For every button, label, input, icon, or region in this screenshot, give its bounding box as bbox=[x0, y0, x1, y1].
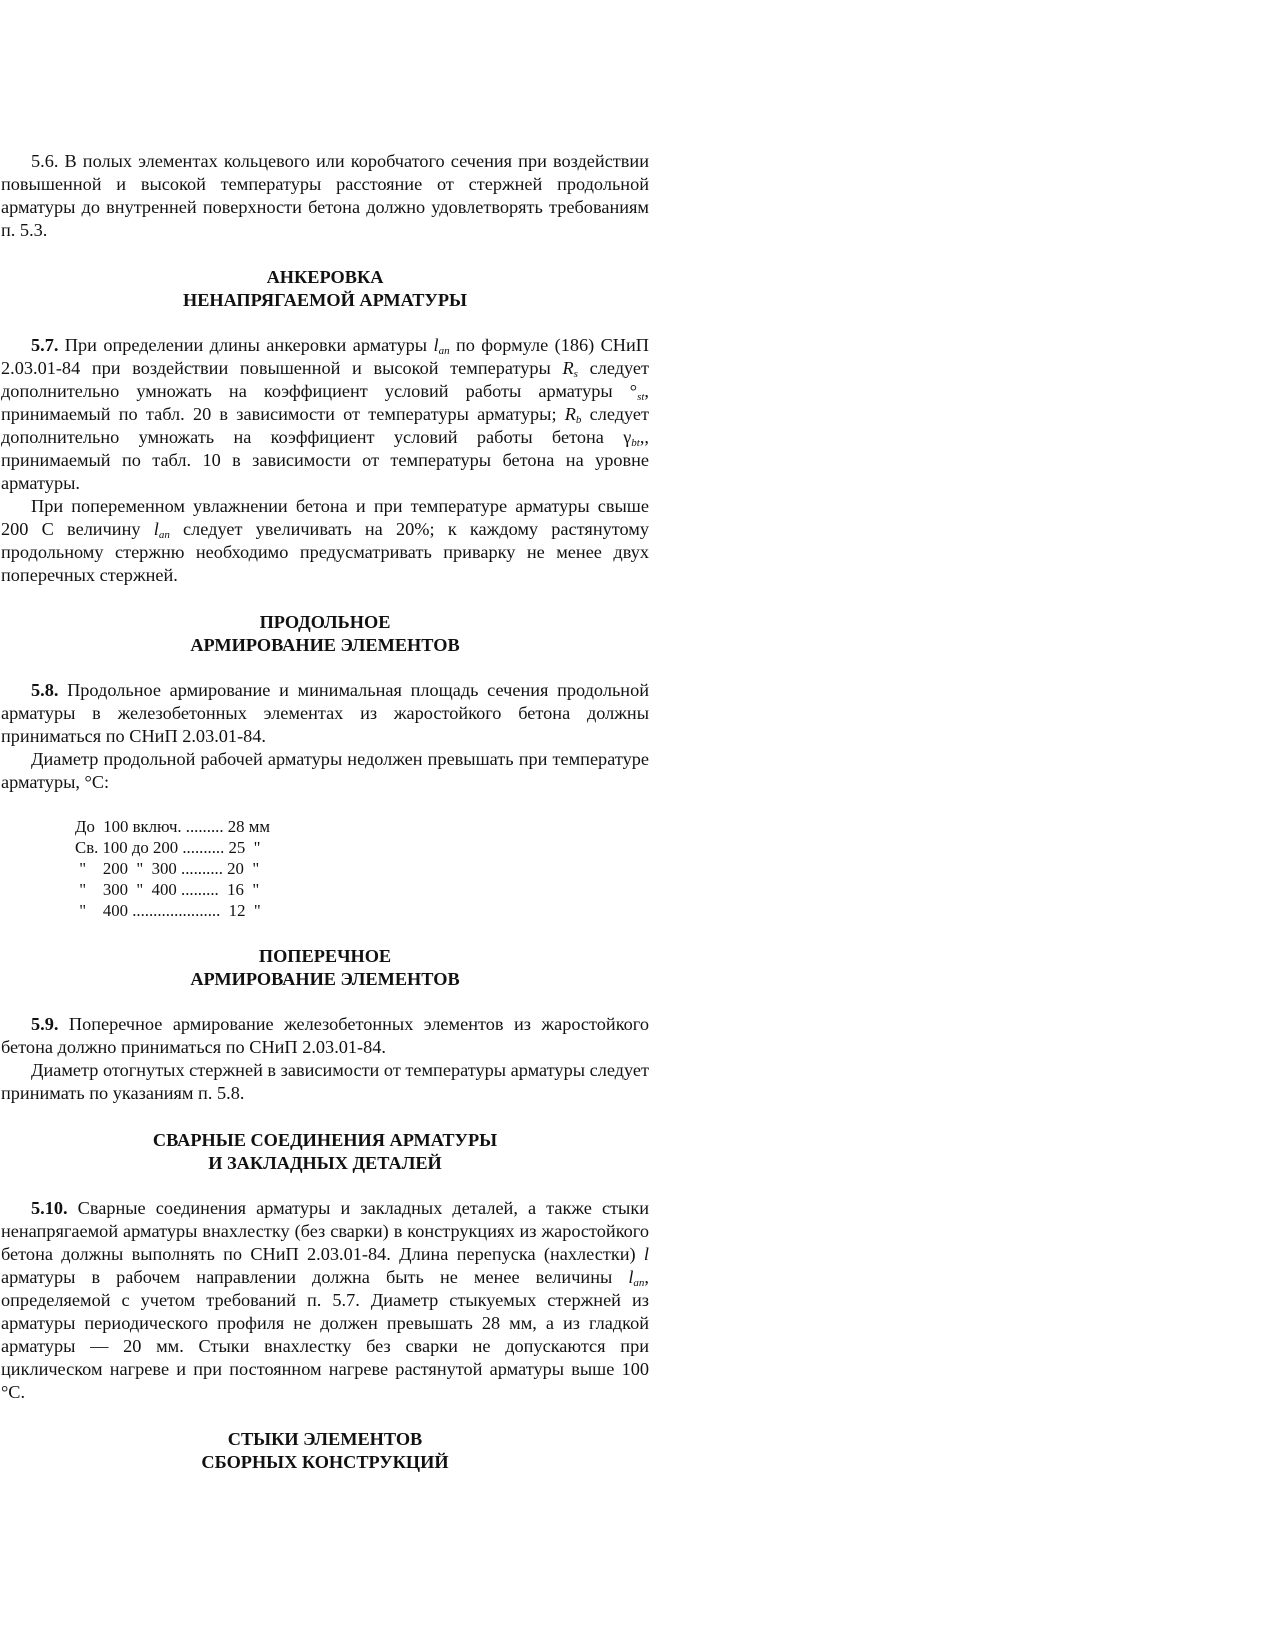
paragraph-5-8 bbox=[1, 679, 649, 748]
text-run: ,, принимаемый по табл. 10 в зависимости от температуры бетона на уровне арматуры. bbox=[1, 427, 649, 493]
paragraph-5-7 bbox=[1, 334, 649, 495]
text-run: следует дополнительно умножать на коэффициент условий работы бетона bbox=[1, 404, 649, 447]
symbol-l: l bbox=[643, 1244, 649, 1264]
heading-line: АНКЕРОВКА bbox=[266, 267, 384, 287]
text-run: по формуле (186) СНиП 2.03.01-84 при воздействии повышенной и высокой температуры bbox=[1, 335, 649, 378]
symbol-gamma-bt: γ bbox=[623, 427, 632, 447]
text-run: Сварные соединения арматуры и закладных деталей, а также стыки ненапрягаемой арматуры внахлестку (без сварки) в конструкциях из жаростойкого бетона должны выполнять по СНиП 2.03.01-84. Длина перепуска (нахлестки) bbox=[1, 1198, 649, 1264]
clause-number: 5.9. bbox=[31, 1014, 59, 1034]
heading-line: ПОПЕРЕЧНОЕ bbox=[258, 946, 392, 966]
heading-line: НЕНАПРЯГАЕМОЙ АРМАТУРЫ bbox=[183, 290, 467, 310]
paragraph-5-9 bbox=[1, 1013, 649, 1059]
table-row: Св. 100 до 200 .......... 25 " bbox=[75, 838, 261, 857]
paragraph-5-10 bbox=[1, 1197, 649, 1404]
paragraph-5-8-continued: Диаметр продольной рабочей арматуры недолжен превышать при температуре арматуры, °С: bbox=[1, 749, 649, 792]
clause-number: 5.8. bbox=[31, 680, 59, 700]
text-run: Продольное армирование и минимальная площадь сечения продольной арматуры в железобетонных элементах из жаростойкого бетона должны приниматься по СНиП 2.03.01-84. bbox=[1, 680, 649, 746]
heading-transverse bbox=[1, 945, 649, 991]
subscript: an bbox=[438, 345, 450, 357]
paragraph-5-9-continued: Диаметр отогнутых стержней в зависимости от температуры арматуры следует принимать по указаниям п. 5.8. bbox=[1, 1060, 649, 1103]
symbol-lan: l bbox=[433, 335, 439, 355]
subscript: s bbox=[573, 368, 578, 380]
symbol-rs: R bbox=[562, 358, 574, 378]
text-run: При определении длины анкеровки арматуры bbox=[58, 335, 434, 355]
table-row: " 300 " 400 ......... 16 " bbox=[75, 880, 260, 899]
text-run: , принимаемый по табл. 20 в зависимости от температуры арматуры; bbox=[1, 381, 649, 424]
document-column bbox=[1, 150, 649, 1496]
heading-welded-joints bbox=[1, 1129, 649, 1175]
text-run: следует дополнительно умножать на коэффициент условий работы арматуры bbox=[1, 358, 649, 401]
table-row: " 400 ..................... 12 " bbox=[75, 901, 261, 920]
symbol-rb: R bbox=[564, 404, 576, 424]
clause-number: 5.10. bbox=[31, 1198, 68, 1218]
symbol-lan: l bbox=[153, 519, 159, 539]
symbol-lan: l bbox=[628, 1267, 634, 1287]
heading-line: СТЫКИ ЭЛЕМЕНТОВ bbox=[227, 1429, 423, 1449]
clause-number: 5.7. bbox=[31, 335, 59, 355]
subscript: an bbox=[158, 529, 170, 541]
table-row: До 100 включ. ......... 28 мм bbox=[75, 817, 270, 836]
text-run: , определяемой с учетом требований п. 5.7. Диаметр стыкуемых стержней из арматуры периодического профиля не должен превышать 28 мм, а из гладкой арматуры — 20 мм. Стыки внахлестку без сварки не допускаются при циклическом нагреве и при постоянном нагреве растянутой арматуры выше 100 °С. bbox=[1, 1267, 649, 1402]
diameter-table bbox=[75, 816, 649, 921]
heading-line: И ЗАКЛАДНЫХ ДЕТАЛЕЙ bbox=[208, 1153, 442, 1173]
paragraph-5-6: 5.6. В полых элементах кольцевого или коробчатого сечения при воздействии повышенной и высокой температуры расстояние от стержней продольной арматуры до внутренней поверхности бетона должно удовлетворять требованиям п. 5.3. bbox=[1, 151, 649, 240]
paragraph-5-7-continued bbox=[1, 495, 649, 587]
symbol-gamma-st: ° bbox=[629, 381, 638, 401]
heading-line: АРМИРОВАНИЕ ЭЛЕМЕНТОВ bbox=[190, 635, 460, 655]
heading-element-joints bbox=[1, 1428, 649, 1474]
heading-line: СВАРНЫЕ СОЕДИНЕНИЯ АРМАТУРЫ bbox=[152, 1130, 498, 1150]
heading-longitudinal bbox=[1, 611, 649, 657]
subscript: b bbox=[575, 414, 582, 426]
text-run: следует увеличивать на 20%; к каждому растянутому продольному стержню необходимо предусматривать приварку не менее двух поперечных стержней. bbox=[1, 519, 649, 585]
subscript: st bbox=[637, 391, 645, 403]
text-run: арматуры в рабочем направлении должна быть не менее величины bbox=[1, 1267, 629, 1287]
table-row: " 200 " 300 .......... 20 " bbox=[75, 859, 260, 878]
subscript: an bbox=[633, 1277, 645, 1289]
heading-line: ПРОДОЛЬНОЕ bbox=[259, 612, 391, 632]
heading-anchorage bbox=[1, 266, 649, 312]
heading-line: СБОРНЫХ КОНСТРУКЦИЙ bbox=[201, 1452, 449, 1472]
subscript: bt bbox=[631, 437, 640, 449]
text-run: При попеременном увлажнении бетона и при температуре арматуры свыше 200 С величину bbox=[1, 496, 649, 539]
text-run: Поперечное армирование железобетонных элементов из жаростойкого бетона должно приниматься по СНиП 2.03.01-84. bbox=[1, 1014, 649, 1057]
heading-line: АРМИРОВАНИЕ ЭЛЕМЕНТОВ bbox=[190, 969, 460, 989]
